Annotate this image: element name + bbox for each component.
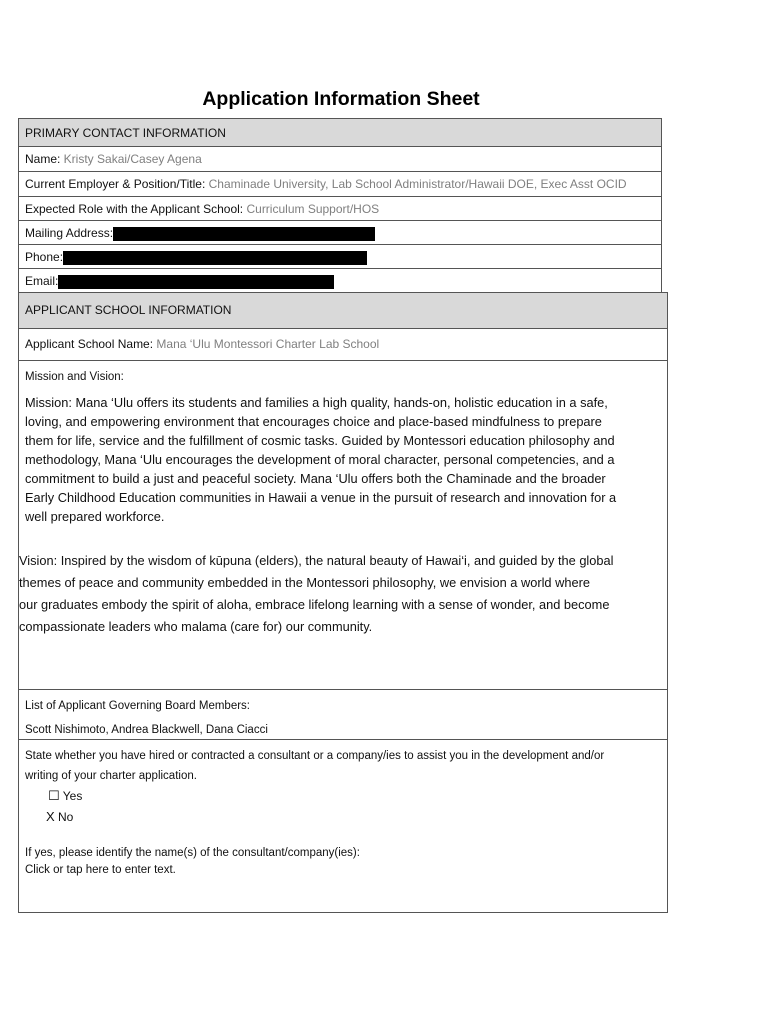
primary-contact-header — [18, 118, 662, 146]
name-row — [18, 146, 662, 171]
applicant-school-header-text: APPLICANT SCHOOL INFORMATION — [25, 303, 232, 317]
board-label: List of Applicant Governing Board Members: — [25, 700, 251, 712]
no-label: No — [58, 810, 74, 824]
vision-line: our graduates embody the spirit of aloha, embrace lifelong learning with a sense of wonder, and become — [19, 597, 610, 612]
employer-row — [18, 171, 662, 196]
mission-line: loving, and empowering environment that encourages choice and place-based mindfulness to prepare — [25, 414, 602, 429]
no-option[interactable] — [46, 809, 73, 824]
phone-redaction — [63, 251, 367, 265]
phone-row — [18, 244, 662, 268]
if-yes-label: If yes, please identify the name(s) of the consultant/company(ies): — [25, 847, 360, 859]
primary-contact-header-text: PRIMARY CONTACT INFORMATION — [25, 126, 226, 140]
consultant-question: State whether you have hired or contracted a consultant or a company/ies to assist you in the development and/or — [25, 750, 605, 762]
no-checkbox[interactable]: X — [46, 809, 55, 824]
mailing-label: Mailing Address: — [25, 226, 114, 240]
email-label: Email: — [25, 274, 59, 288]
yes-label: Yes — [62, 789, 83, 803]
vision-line: Vision: Inspired by the wisdom of kūpuna (elders), the natural beauty of Hawai‘i, and guided by the global — [19, 553, 614, 568]
mission-line: Early Childhood Education communities in Hawaii a venue in the pursuit of research and innovation for a — [25, 490, 617, 505]
name-label: Name: — [25, 152, 61, 166]
role-label: Expected Role with the Applicant School: — [25, 202, 244, 216]
consultant-name-field[interactable]: Click or tap here to enter text. — [25, 864, 176, 876]
mission-line: Mission: Mana ‘Ulu offers its students and families a high quality, hands-on, holistic education in a safe, — [25, 395, 608, 410]
email-redaction — [58, 275, 334, 289]
vision-line: compassionate leaders who malama (care for) our community. — [19, 619, 373, 634]
phone-label: Phone: — [25, 250, 64, 264]
mailing-redaction — [113, 227, 375, 241]
yes-checkbox[interactable]: ☐ — [48, 788, 60, 803]
school-name-row — [18, 328, 668, 360]
page-title: Application Information Sheet — [202, 88, 480, 110]
employer-value[interactable]: Chaminade University, Lab School Administrator/Hawaii DOE, Exec Asst OCID — [205, 177, 627, 191]
mission-line: well prepared workforce. — [25, 509, 165, 524]
school-name-label: Applicant School Name: — [25, 337, 154, 351]
consultant-question-cont: writing of your charter application. — [25, 770, 197, 782]
email-row — [18, 268, 662, 292]
mission-line: commitment to build a just and peaceful society. Mana ‘Ulu offers both the Chaminade and the broader — [25, 471, 606, 486]
role-value[interactable]: Curriculum Support/HOS — [243, 202, 380, 216]
mission-line: them for life, service and the fulfillment of cosmic tasks. Guided by Montessori education philosophy and — [25, 433, 615, 448]
board-value[interactable]: Scott Nishimoto, Andrea Blackwell, Dana Ciacci — [25, 724, 268, 736]
applicant-school-header — [18, 292, 668, 328]
mission-line: methodology, Mana ‘Ulu encourages the development of moral character, personal competencies, and a — [25, 452, 615, 467]
role-row — [18, 196, 662, 220]
name-value[interactable]: Kristy Sakai/Casey Agena — [60, 152, 202, 166]
yes-option[interactable] — [48, 788, 82, 804]
mailing-row — [18, 220, 662, 244]
vision-line: themes of peace and community embedded in the Montessori philosophy, we envision a world where — [19, 575, 590, 590]
school-name-value[interactable]: Mana ‘Ulu Montessori Charter Lab School — [153, 337, 380, 351]
mission-vision-label: Mission and Vision: — [25, 371, 124, 383]
employer-label: Current Employer & Position/Title: — [25, 177, 206, 191]
